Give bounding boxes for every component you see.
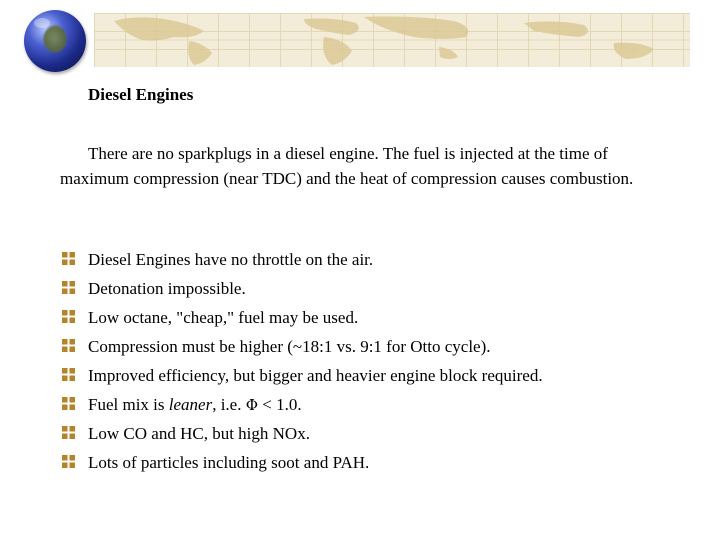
bullet-item [60,245,543,274]
bullet-text-emphasis: leaner [168,395,213,414]
slide-title: Diesel Engines [88,85,194,104]
bullet-icon [62,426,75,439]
bullet-icon [62,339,75,352]
bullet-icon [62,397,75,410]
bullet-item [60,303,543,332]
world-map-graphic [94,13,690,67]
bullet-text: Lots of particles including soot and PAH. [88,453,370,472]
bullet-icon [62,310,75,323]
phi-symbol: Φ [245,396,259,414]
bullet-item [60,274,543,303]
bullet-text: Detonation impossible. [88,279,246,298]
bullet-text: Improved efficiency, but bigger and heavier engine block required. [88,366,543,385]
bullet-text-mid: , i.e. [212,395,246,414]
bullet-text: Low CO and HC, but high NOx. [88,424,310,443]
bullet-item [60,390,543,419]
bullet-text: Low octane, "cheap," fuel may be used. [88,308,359,327]
bullet-text: Diesel Engines have no throttle on the air. [88,250,374,269]
bullet-icon [62,252,75,265]
bullet-item [60,419,543,448]
bullet-list [60,245,543,477]
bullet-item [60,361,543,390]
bullet-item [60,332,543,361]
world-map-banner [94,13,690,67]
bullet-text: Compression must be higher (~18:1 vs. 9:1 for Otto cycle). [88,337,491,356]
bullet-item [60,448,543,477]
intro-paragraph: There are no sparkplugs in a diesel engine. The fuel is injected at the time of maximum compression (near TDC) and the heat of compression causes combustion. [60,144,634,188]
bullet-text [88,395,302,414]
bullet-icon [62,455,75,468]
globe-icon [24,10,86,72]
bullet-icon [62,368,75,381]
bullet-text-pre: Fuel mix is [88,395,169,414]
bullet-text-post: < 1.0. [258,395,302,414]
bullet-icon [62,281,75,294]
